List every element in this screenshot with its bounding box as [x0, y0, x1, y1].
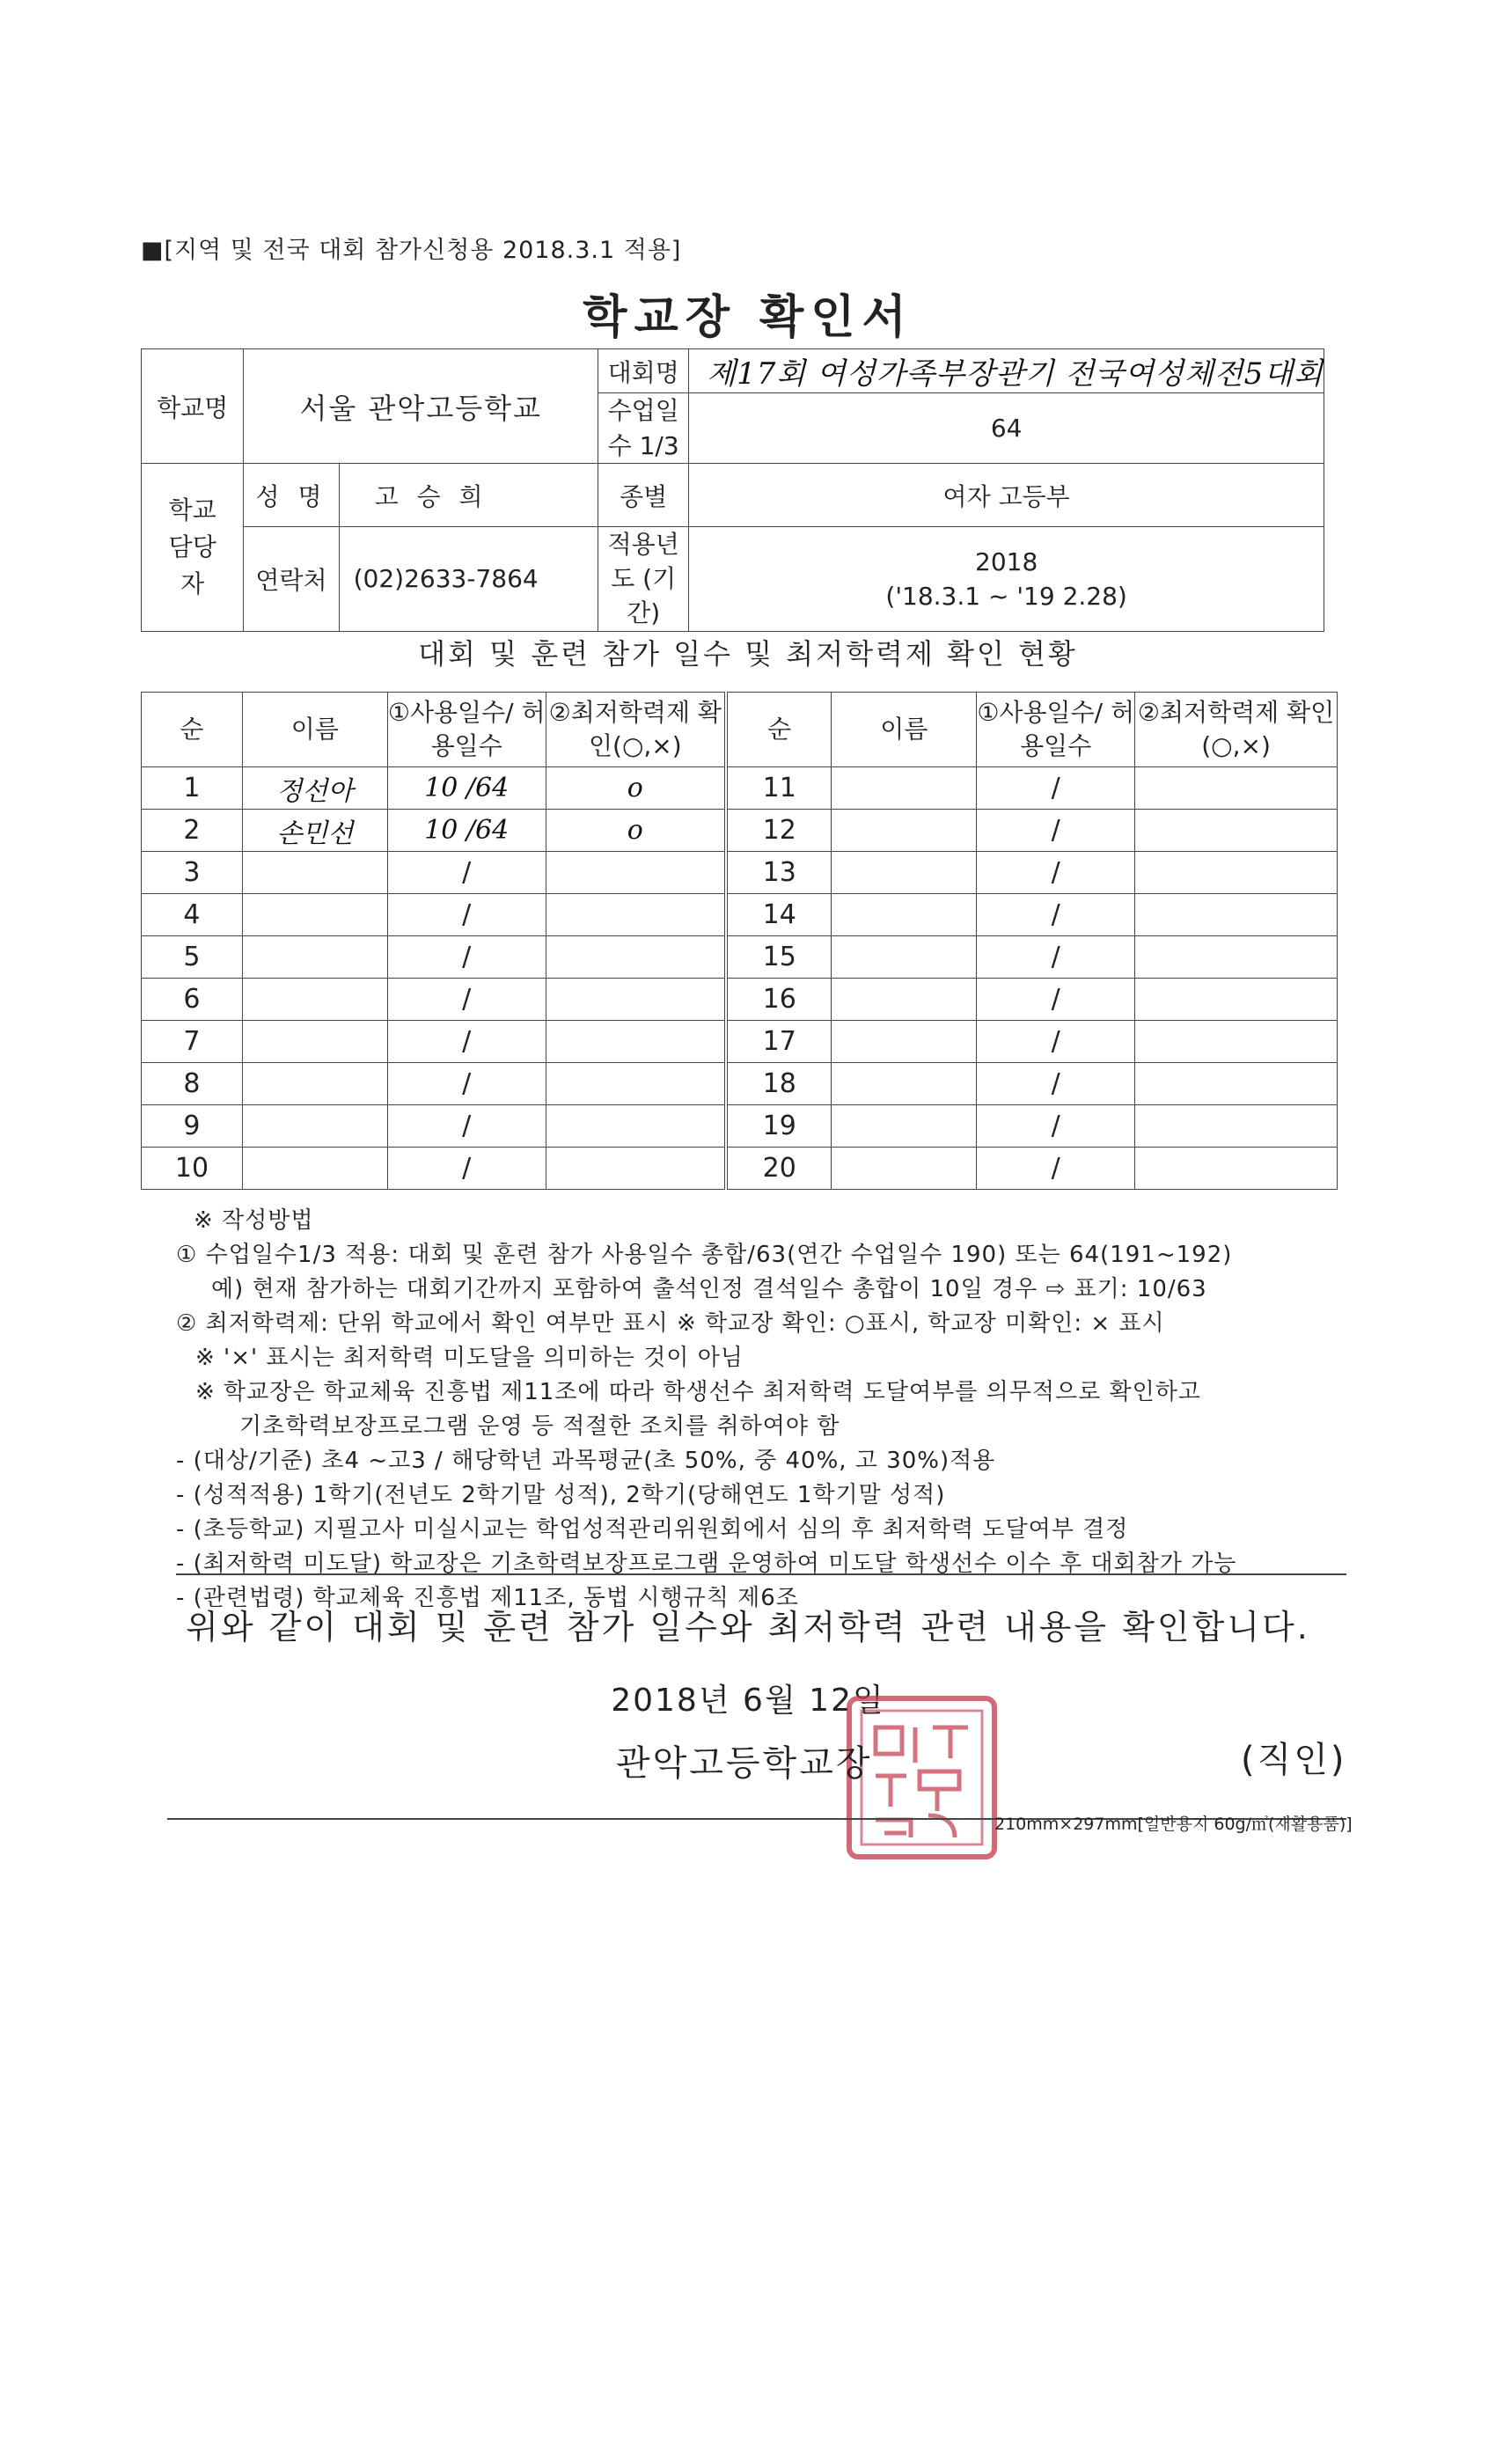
- table-row: [142, 1063, 1338, 1105]
- cell-no: 3: [142, 852, 243, 894]
- cell-check: [546, 894, 726, 936]
- table-row: [142, 979, 1338, 1021]
- cell-name: 손민선: [242, 810, 387, 852]
- table-row: [142, 852, 1338, 894]
- cell-days: /: [977, 979, 1135, 1021]
- table-row: [142, 936, 1338, 979]
- cell-no: 8: [142, 1063, 243, 1105]
- cell-name: [832, 852, 977, 894]
- header-check: ②최저학력제 확인(○,×): [1135, 693, 1338, 767]
- cell-check: [1135, 767, 1338, 810]
- divider: [176, 1573, 1346, 1575]
- cell-no: 7: [142, 1021, 243, 1063]
- contact-value: (02)2633-7864: [339, 527, 598, 632]
- header-no: 순: [142, 693, 243, 767]
- staff-label: 학교 담당자: [142, 464, 244, 632]
- cell-check: [1135, 1148, 1338, 1190]
- cell-name: [832, 1063, 977, 1105]
- cell-name: [832, 1105, 977, 1148]
- year-period: ('18.3.1 ~ '19 2.28): [885, 581, 1127, 611]
- cell-name: [242, 894, 387, 936]
- cell-days: /: [977, 767, 1135, 810]
- cell-no: 2: [142, 810, 243, 852]
- cell-no: 11: [726, 767, 832, 810]
- cell-days: /: [977, 810, 1135, 852]
- cell-check: [1135, 1021, 1338, 1063]
- cell-check: [546, 852, 726, 894]
- table-row: [142, 767, 1338, 810]
- cell-days: /: [977, 936, 1135, 979]
- table-header-row: [142, 693, 1338, 767]
- cell-no: 18: [726, 1063, 832, 1105]
- category-label: 종별: [598, 464, 689, 527]
- participation-table: [141, 692, 1338, 1190]
- cell-check: [546, 936, 726, 979]
- cell-days: /: [387, 1063, 546, 1105]
- principal-name: 관악고등학교장: [616, 1743, 873, 1784]
- cell-no: 19: [726, 1105, 832, 1148]
- status-subtitle: 대회 및 훈련 참가 일수 및 최저학력제 확인 현황: [418, 637, 1078, 671]
- year-label: 적용년도 (기간): [598, 527, 689, 632]
- cell-name: 정선아: [242, 767, 387, 810]
- note-line: ※ '×' 표시는 최저학력 미도달을 의미하는 것이 아님: [195, 1345, 744, 1371]
- cell-days: 10 /64: [387, 767, 546, 810]
- cell-check: [1135, 894, 1338, 936]
- cell-check: [1135, 1105, 1338, 1148]
- cell-days: /: [977, 1063, 1135, 1105]
- table-row: [142, 894, 1338, 936]
- cell-check: [546, 1148, 726, 1190]
- cell-name: [832, 894, 977, 936]
- cell-no: 15: [726, 936, 832, 979]
- cell-days: /: [387, 936, 546, 979]
- header-days: ①사용일수/ 허용일수: [977, 693, 1135, 767]
- cell-no: 17: [726, 1021, 832, 1063]
- school-info-table: [141, 348, 1324, 632]
- header-note: ■[지역 및 전국 대회 참가신청용 2018.3.1 적용]: [141, 237, 682, 264]
- category-value: 여자 고등부: [689, 464, 1324, 527]
- cell-check: [1135, 810, 1338, 852]
- cell-name: [242, 1021, 387, 1063]
- cell-name: [242, 1105, 387, 1148]
- cell-days: /: [977, 894, 1135, 936]
- cell-days: /: [387, 979, 546, 1021]
- cell-check: o: [546, 767, 726, 810]
- note-line: - (성적적용) 1학기(전년도 2학기말 성적), 2학기(당해연도 1학기말 성적): [176, 1482, 946, 1508]
- cell-name: [832, 1021, 977, 1063]
- cell-check: o: [546, 810, 726, 852]
- cell-check: [1135, 936, 1338, 979]
- header-days: ①사용일수/ 허용일수: [387, 693, 546, 767]
- cell-days: /: [387, 894, 546, 936]
- cell-days: /: [387, 1021, 546, 1063]
- school-label: 학교명: [142, 349, 244, 464]
- cell-no: 10: [142, 1148, 243, 1190]
- cell-check: [546, 1105, 726, 1148]
- cell-check: [546, 1063, 726, 1105]
- cell-no: 1: [142, 767, 243, 810]
- note-line: - (관련법령) 학교체육 진흥법 제11조, 동법 시행규칙 제6조: [176, 1585, 799, 1611]
- header-no: 순: [726, 693, 832, 767]
- year-cell: [689, 527, 1324, 632]
- cell-name: [242, 1063, 387, 1105]
- class-days-value: 64: [689, 393, 1324, 464]
- cell-days: /: [977, 852, 1135, 894]
- cell-name: [242, 979, 387, 1021]
- header-name: 이름: [832, 693, 977, 767]
- cell-check: [1135, 852, 1338, 894]
- cell-name: [832, 979, 977, 1021]
- school-name: 서울 관악고등학교: [244, 349, 598, 464]
- cell-days: 10 /64: [387, 810, 546, 852]
- name-label: 성 명: [244, 464, 339, 527]
- note-line: ※ 학교장은 학교체육 진흥법 제11조에 따라 학생선수 최저학력 도달여부를 의무적으로 확인하고: [195, 1379, 1201, 1405]
- cell-days: /: [977, 1021, 1135, 1063]
- cell-name: [242, 852, 387, 894]
- page-title: 학교장 확인서: [583, 291, 913, 344]
- cell-name: [242, 1148, 387, 1190]
- name-value: 고 승 희: [339, 464, 598, 527]
- note-line: 예) 현재 참가하는 대회기간까지 포함하여 출석인정 결석일수 총합이 10일 경우 ⇨ 표기: 10/63: [211, 1276, 1207, 1302]
- contest-name: 제17회 여성가족부장관기 전국여성체전5대회: [689, 349, 1324, 393]
- cell-no: 9: [142, 1105, 243, 1148]
- cell-name: [242, 936, 387, 979]
- cell-days: /: [387, 1105, 546, 1148]
- cell-name: [832, 1148, 977, 1190]
- seal-label: (직인): [1241, 1740, 1347, 1780]
- cell-check: [1135, 979, 1338, 1021]
- cell-check: [1135, 1063, 1338, 1105]
- confirm-statement: 위와 같이 대회 및 훈련 참가 일수와 최저학력 관련 내용을 확인합니다.: [186, 1608, 1310, 1646]
- note-line: 기초학력보장프로그램 운영 등 적절한 조치를 취하여야 함: [239, 1413, 840, 1440]
- note-line: ① 수업일수1/3 적용: 대회 및 훈련 참가 사용일수 총합/63(연간 수업일수 190) 또는 64(191~192): [176, 1242, 1233, 1268]
- cell-no: 5: [142, 936, 243, 979]
- table-row: [142, 810, 1338, 852]
- cell-no: 14: [726, 894, 832, 936]
- cell-no: 4: [142, 894, 243, 936]
- cell-no: 16: [726, 979, 832, 1021]
- cell-check: [546, 1021, 726, 1063]
- cell-days: /: [387, 1148, 546, 1190]
- cell-days: /: [977, 1148, 1135, 1190]
- cell-name: [832, 767, 977, 810]
- note-line: - (초등학교) 지필고사 미실시교는 학업성적관리위원회에서 심의 후 최저학력 도달여부 결정: [176, 1516, 1129, 1543]
- cell-no: 6: [142, 979, 243, 1021]
- cell-name: [832, 936, 977, 979]
- note-line: ※ 작성방법: [194, 1207, 314, 1234]
- cell-no: 13: [726, 852, 832, 894]
- note-line: - (최저학력 미도달) 학교장은 기초학력보장프로그램 운영하여 미도달 학생선수 이수 후 대회참가 가능: [176, 1551, 1237, 1577]
- cell-check: [546, 979, 726, 1021]
- table-row: [142, 1021, 1338, 1063]
- header-name: 이름: [242, 693, 387, 767]
- table-row: [142, 1148, 1338, 1190]
- cell-days: /: [387, 852, 546, 894]
- header-check: ②최저학력제 확인(○,×): [546, 693, 726, 767]
- cell-no: 12: [726, 810, 832, 852]
- cell-no: 20: [726, 1148, 832, 1190]
- cell-days: /: [977, 1105, 1135, 1148]
- table-row: [142, 1105, 1338, 1148]
- note-line: - (대상/기준) 초4 ~고3 / 해당학년 과목평균(초 50%, 중 40%, 고 30%)적용: [176, 1448, 996, 1474]
- class-days-label: 수업일수 1/3: [598, 393, 689, 464]
- note-line: ② 최저학력제: 단위 학교에서 확인 여부만 표시 ※ 학교장 확인: ○표시, 학교장 미확인: × 표시: [176, 1310, 1165, 1337]
- contest-label: 대회명: [598, 349, 689, 393]
- year-value: 2018: [975, 546, 1038, 576]
- signature-date: 2018년 6월 12일: [611, 1683, 885, 1719]
- writing-instructions: [176, 1204, 1373, 1616]
- contact-label: 연락처: [244, 527, 339, 632]
- paper-spec: 210mm×297mm[일반용지 60g/㎡(재활용품)]: [994, 1815, 1353, 1834]
- cell-name: [832, 810, 977, 852]
